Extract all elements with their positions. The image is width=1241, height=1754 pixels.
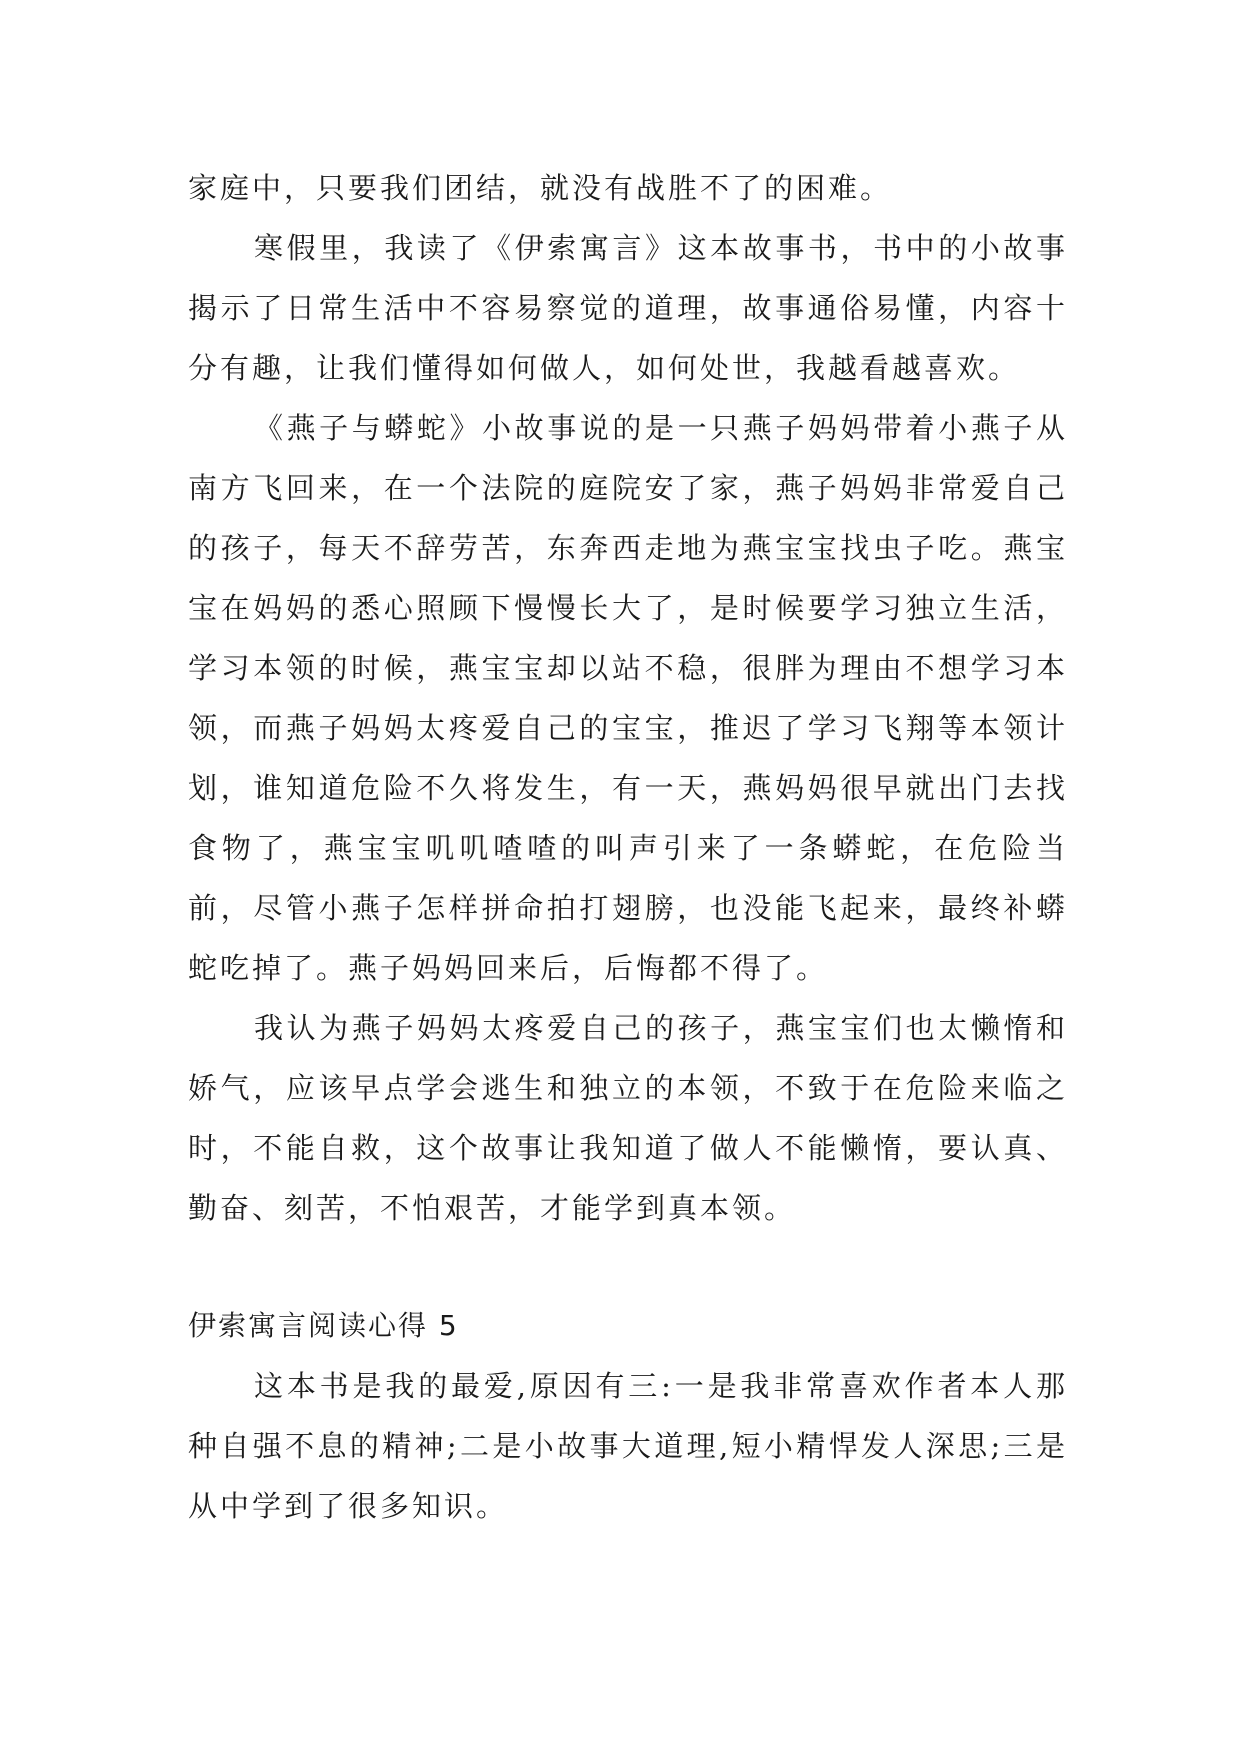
paragraph-story: 《燕子与蟒蛇》小故事说的是一只燕子妈妈带着小燕子从南方飞回来，在一个法院的庭院安了家，燕子妈妈非常爱自己的孩子，每天不辞劳苦，东奔西走地为燕宝宝找虫子吃。燕宝宝在妈妈的悉心照顾下慢慢长大了，是时候要学习独立生活，学习本领的时候，燕宝宝却以站不稳，很胖为理由不想学习本领，而燕子妈妈太疼爱自己的宝宝，推迟了学习飞翔等本领计划，谁知道危险不久将发生，有一天，燕妈妈很早就出门去找食物了，燕宝宝叽叽喳喳的叫声引来了一条蟒蛇，在危险当前，尽管小燕子怎样拼命拍打翅膀，也没能飞起来，最终补蟒蛇吃掉了。燕子妈妈回来后，后悔都不得了。: [188, 411, 1068, 985]
document-body: [188, 158, 1068, 1536]
paragraph-continuation: 家庭中，只要我们团结，就没有战胜不了的困难。: [188, 171, 893, 205]
paragraph-intro: 寒假里，我读了《伊索寓言》这本故事书，书中的小故事揭示了日常生活中不容易察觉的道理，故事通俗易懂，内容十分有趣，让我们懂得如何做人，如何处世，我越看越喜欢。: [188, 231, 1068, 385]
paragraph-reflection: 我认为燕子妈妈太疼爱自己的孩子，燕宝宝们也太懒惰和娇气，应该早点学会逃生和独立的本领，不致于在危险来临之时，不能自救，这个故事让我知道了做人不能懒惰，要认真、勤奋、刻苦，不怕艰苦，才能学到真本领。: [188, 1011, 1068, 1225]
section-heading: 伊索寓言阅读心得 5: [188, 1309, 459, 1342]
paragraph-section-5: 这本书是我的最爱,原因有三:一是我非常喜欢作者本人那种自强不息的精神;二是小故事大道理,短小精悍发人深思;三是从中学到了很多知识。: [188, 1369, 1068, 1523]
